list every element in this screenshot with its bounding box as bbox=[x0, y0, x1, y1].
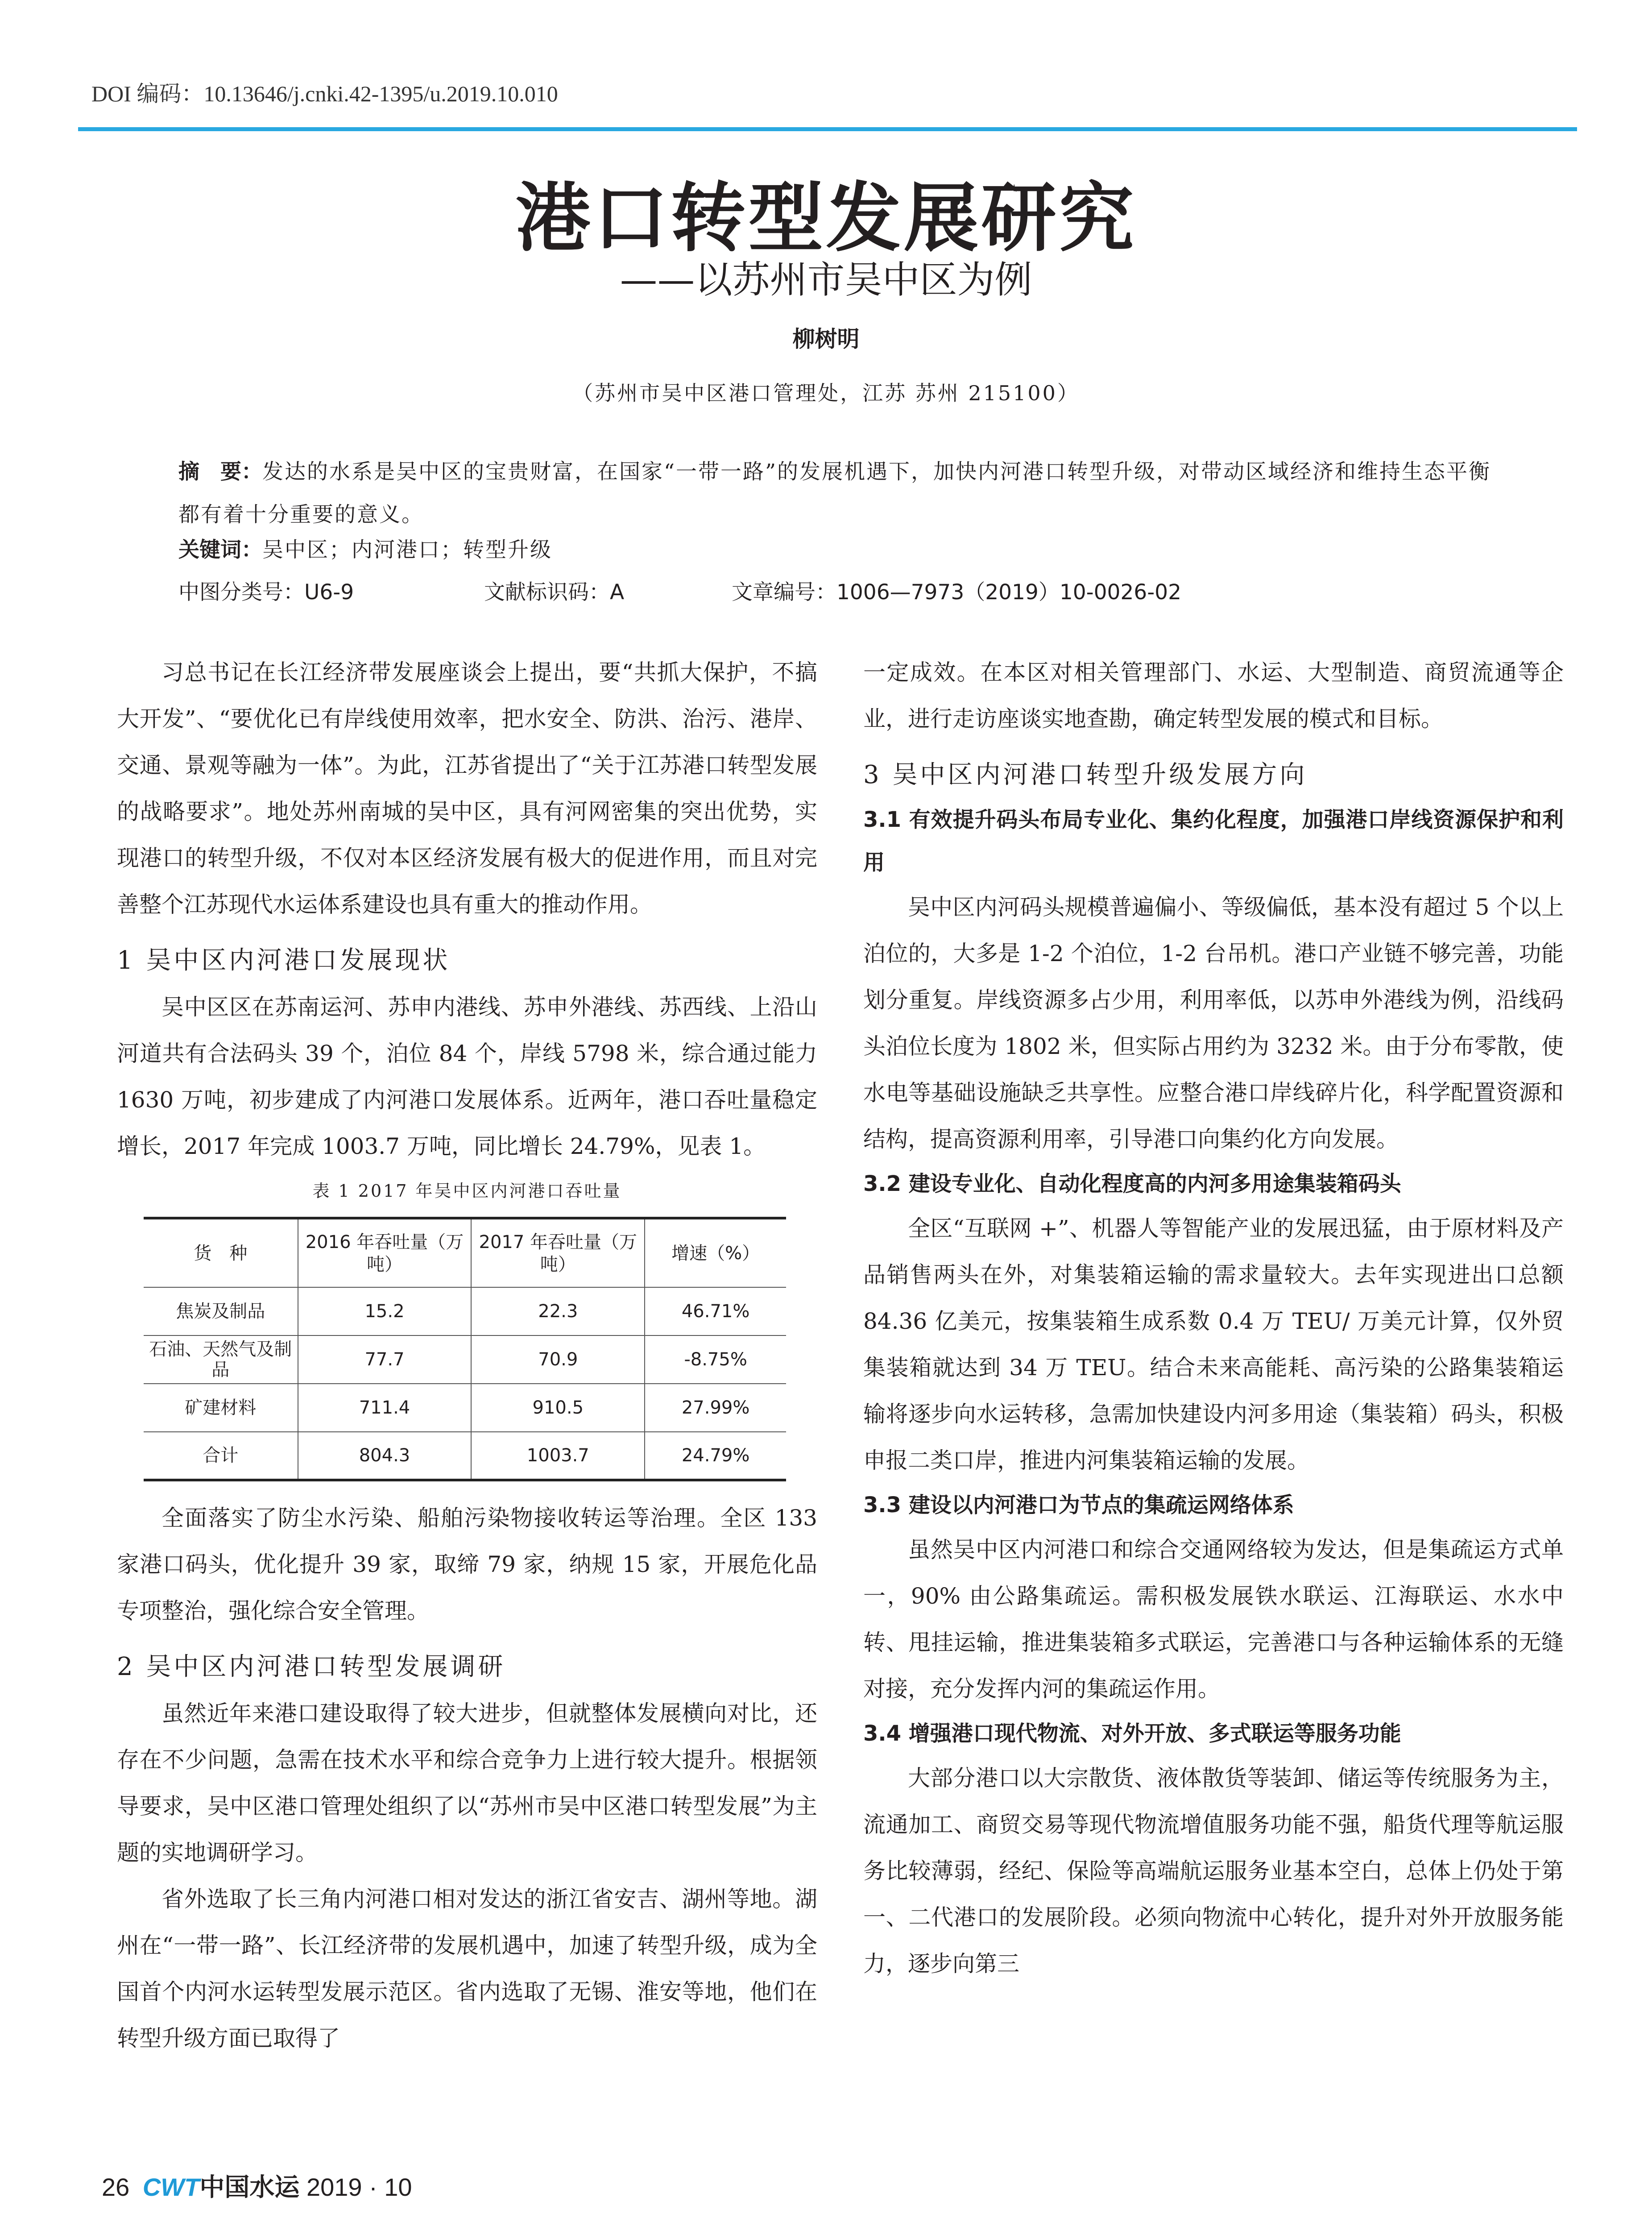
subsection-heading-3-2: 3.2 建设专业化、自动化程度高的内河多用途集装箱码头 bbox=[863, 1171, 1401, 1196]
keywords-text: 吴中区；内河港口；转型升级 bbox=[262, 538, 552, 562]
subsection-heading-3-1: 3.1 有效提升码头布局专业化、集约化程度，加强港口岸线资源保护和利用 bbox=[863, 807, 1564, 875]
table-cell: 石油、天然气及制品 bbox=[144, 1335, 298, 1384]
paragraph: 吴中区内河码头规模普遍偏小、等级偏低，基本没有超过 5 个以上泊位的，大多是 1-2 个泊位，1-2 台吊机。港口产业链不够完善，功能划分重复。岸线资源多占少用，利用率低，以苏申外港线为例，沿线码头泊位长度为 1802 米，但实际占用约为 3232 米。由于分布零散，使水电等基础设施缺乏共享性。应整合港口岸线碎片化，科学配置资源和结构，提高资源利用率，引导港口向集约化方向发展。 bbox=[863, 894, 1564, 1152]
subsection-heading-3-3: 3.3 建设以内河港口为节点的集疏运网络体系 bbox=[863, 1493, 1294, 1518]
article-number: 文章编号：1006—7973（2019）10-0026-02 bbox=[732, 580, 1181, 605]
section-heading-1: 1 吴中区内河港口发展现状 bbox=[117, 946, 451, 975]
paragraph: 吴中区区在苏南运河、苏申内港线、苏申外港线、苏西线、上沿山河道共有合法码头 39 个，泊位 84 个，岸线 5798 米，综合通过能力 1630 万吨，初步建成了内河港口发展体系。近两年，港口吞吐量稳定增长，2017 年完成 1003.7 万吨，同比增长 24.79%，见表 1。 bbox=[117, 994, 817, 1159]
table-cell: -8.75% bbox=[645, 1335, 786, 1384]
table-cell: 焦炭及制品 bbox=[144, 1287, 298, 1335]
page-number: 26 bbox=[102, 2173, 130, 2201]
affiliation: （苏州市吴中区港口管理处，江苏 苏州 215100） bbox=[572, 381, 1080, 405]
table-header-cell: 2017 年吞吐量（万吨） bbox=[471, 1218, 645, 1287]
header-rule bbox=[78, 127, 1577, 131]
table-header-cell: 2016 年吞吐量（万吨） bbox=[298, 1218, 472, 1287]
document-code: 文献标识码：A bbox=[484, 580, 625, 605]
abstract bbox=[178, 451, 1495, 536]
paragraph: 全区“互联网 +”、机器人等智能产业的发展迅猛，由于原材料及产品销售两头在外，对集装箱运输的需求量较大。去年实现进出口总额 84.36 亿美元，按集装箱生成系数 0.4 万 TEU/ 万美元计算，仅外贸集装箱就达到 34 万 TEU。结合未来高能耗、高污染的公路集装箱运输将逐步向水运转移，急需加快建设内河多用途（集装箱）码头，积极申报二类口岸，推进内河集装箱运输的发展。 bbox=[863, 1215, 1564, 1473]
table-caption: 表 1 2017 年吴中区内河港口吞吐量 bbox=[312, 1181, 622, 1201]
table-row bbox=[144, 1432, 786, 1480]
article-title: 港口转型发展研究 bbox=[515, 174, 1137, 262]
table-cell: 22.3 bbox=[471, 1287, 645, 1335]
article-subtitle: ——以苏州市吴中区为例 bbox=[620, 258, 1032, 302]
paragraph: 大部分港口以大宗散货、液体散货等装卸、储运等传统服务为主，流通加工、商贸交易等现代物流增值服务功能不强，船货代理等航运服务比较薄弱，经纪、保险等高端航运服务业基本空白，总体上仍处于第一、二代港口的发展阶段。必须向物流中心转化，提升对外开放服务能力，逐步向第三 bbox=[863, 1765, 1564, 1977]
table-header-cell: 货 种 bbox=[144, 1218, 298, 1287]
table-header-row bbox=[144, 1218, 786, 1287]
section-heading-3: 3 吴中区内河港口转型升级发展方向 bbox=[863, 760, 1308, 789]
table-row bbox=[144, 1335, 786, 1384]
left-column bbox=[117, 649, 817, 2061]
table-cell: 77.7 bbox=[298, 1335, 472, 1384]
table-cell: 1003.7 bbox=[471, 1432, 645, 1480]
table-cell: 矿建材料 bbox=[144, 1384, 298, 1432]
doi-line: DOI 编码：10.13646/j.cnki.42-1395/u.2019.10.010 bbox=[91, 81, 558, 106]
cwt-logo: CWT bbox=[142, 2173, 200, 2201]
table-header-cell: 增速（%） bbox=[645, 1218, 786, 1287]
clc-number: 中图分类号：U6-9 bbox=[178, 580, 354, 605]
table-row bbox=[144, 1287, 786, 1335]
abstract-text: 发达的水系是吴中区的宝贵财富，在国家“一带一路”的发展机遇下，加快内河港口转型升级，对带动区域经济和维持生态平衡都有着十分重要的意义。 bbox=[178, 460, 1491, 527]
subsection-heading-3-4: 3.4 增强港口现代物流、对外开放、多式联运等服务功能 bbox=[863, 1721, 1401, 1746]
paragraph: 虽然近年来港口建设取得了较大进步，但就整体发展横向对比，还存在不少问题，急需在技术水平和综合竞争力上进行较大提升。根据领导要求，吴中区港口管理处组织了以“苏州市吴中区港口转型发展”为主题的实地调研学习。 bbox=[117, 1700, 817, 1866]
table-cell: 70.9 bbox=[471, 1335, 645, 1384]
paragraph-intro: 习总书记在长江经济带发展座谈会上提出，要“共抓大保护，不搞大开发”、“要优化已有岸线使用效率，把水安全、防洪、治污、港岸、交通、景观等融为一体”。为此，江苏省提出了“关于江苏港口转型发展的战略要求”。地处苏州南城的吴中区，具有河网密集的突出优势，实现港口的转型升级，不仅对本区经济发展有极大的促进作用，而且对完善整个江苏现代水运体系建设也具有重大的推动作用。 bbox=[117, 659, 817, 917]
paragraph-continued: 一定成效。在本区对相关管理部门、水运、大型制造、商贸流通等企业，进行走访座谈实地查勘，确定转型发展的模式和目标。 bbox=[863, 659, 1564, 732]
page-footer bbox=[102, 2168, 412, 2203]
magazine-name: 中国水运 bbox=[199, 2173, 300, 2202]
table-cell: 合计 bbox=[144, 1432, 298, 1480]
table-row bbox=[144, 1384, 786, 1432]
paragraph: 省外选取了长三角内河港口相对发达的浙江省安吉、湖州等地。湖州在“一带一路”、长江经济带的发展机遇中，加速了转型升级，成为全国首个内河水运转型发展示范区。省内选取了无锡、淮安等地，他们在转型升级方面已取得了 bbox=[117, 1886, 817, 2051]
issue-number: 2019 · 10 bbox=[306, 2173, 412, 2201]
paragraph: 全面落实了防尘水污染、船舶污染物接收转运等治理。全区 133 家港口码头，优化提升 39 家，取缔 79 家，纳规 15 家，开展危化品专项整治，强化综合安全管理。 bbox=[117, 1505, 817, 1624]
table-cell: 27.99% bbox=[645, 1384, 786, 1432]
keywords-label: 关键词： bbox=[178, 538, 262, 562]
table-cell: 910.5 bbox=[471, 1384, 645, 1432]
author-name: 柳树明 bbox=[792, 326, 860, 352]
right-column bbox=[863, 649, 1564, 1987]
abstract-label: 摘 要： bbox=[178, 460, 262, 484]
throughput-table bbox=[144, 1217, 786, 1481]
section-heading-2: 2 吴中区内河港口转型发展调研 bbox=[117, 1652, 506, 1681]
table-cell: 46.71% bbox=[645, 1287, 786, 1335]
table-cell: 15.2 bbox=[298, 1287, 472, 1335]
table-cell: 24.79% bbox=[645, 1432, 786, 1480]
table-cell: 711.4 bbox=[298, 1384, 472, 1432]
keywords bbox=[178, 533, 552, 563]
paragraph: 虽然吴中区内河港口和综合交通网络较为发达，但是集疏运方式单一，90% 由公路集疏运。需积极发展铁水联运、江海联运、水水中转、甩挂运输，推进集装箱多式联运，完善港口与各种运输体系的无缝对接，充分发挥内河的集疏运作用。 bbox=[863, 1537, 1564, 1702]
table-cell: 804.3 bbox=[298, 1432, 472, 1480]
